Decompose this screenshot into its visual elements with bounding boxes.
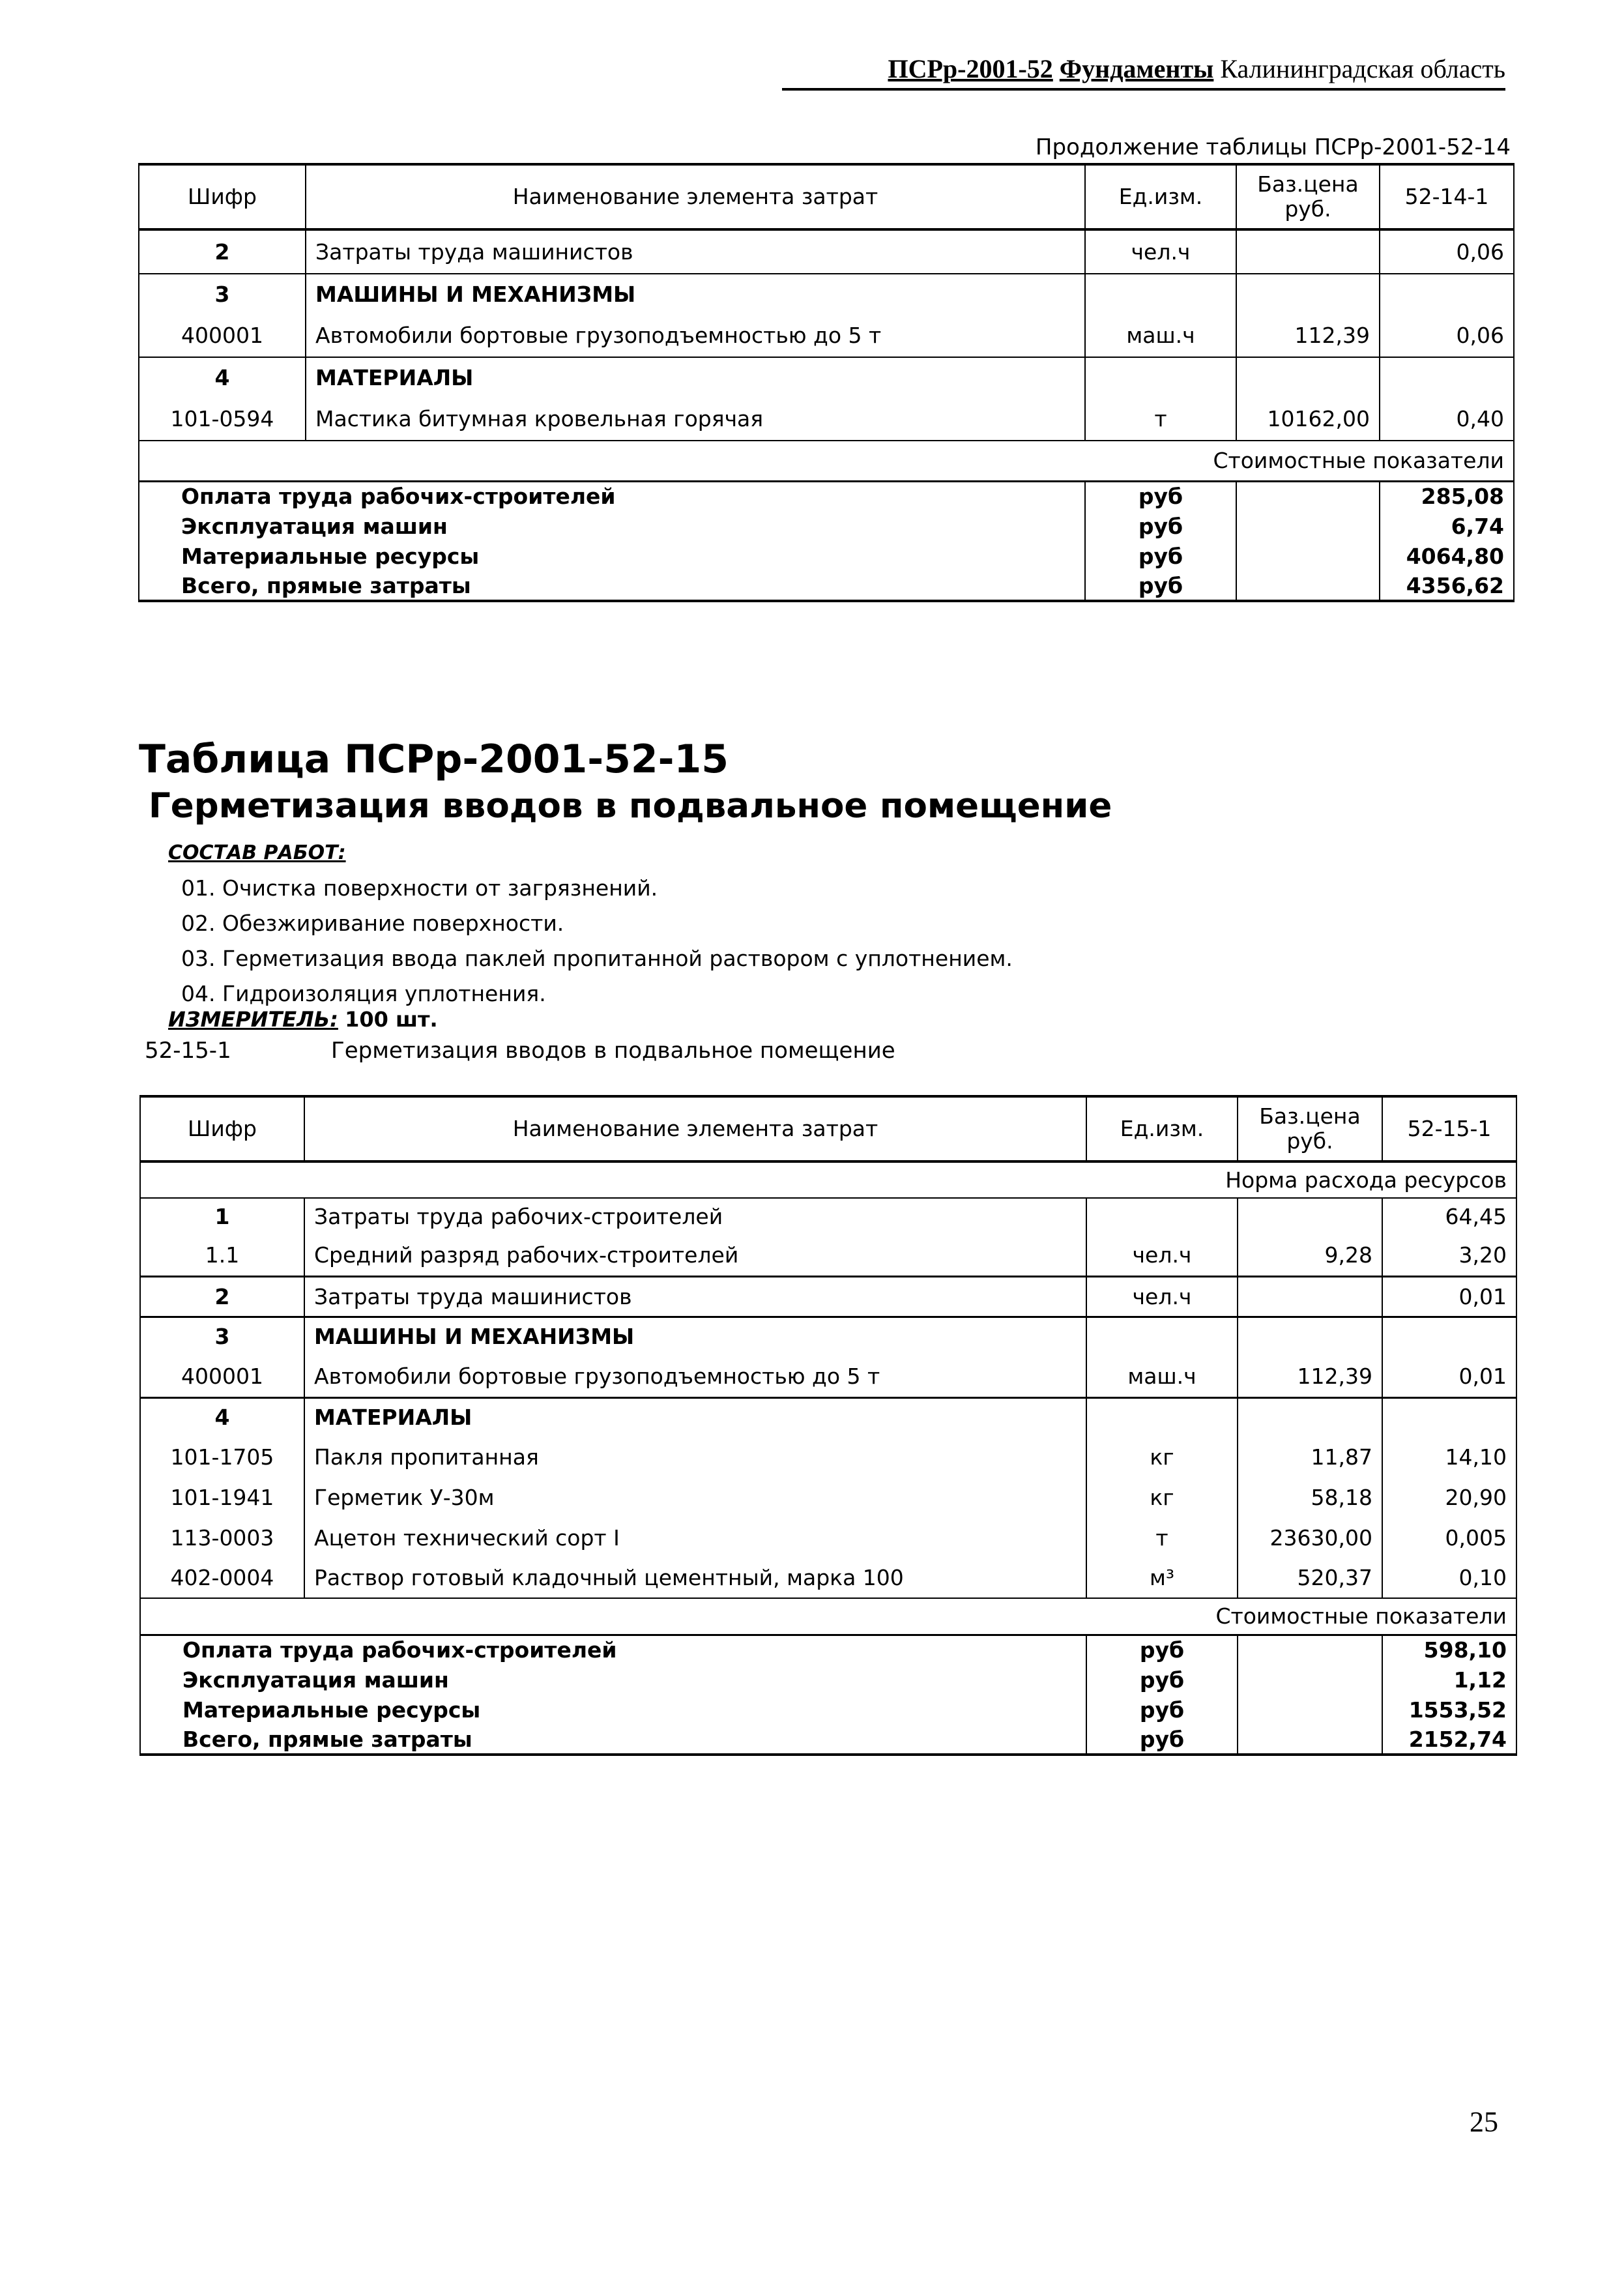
cell-code: 3 [139, 274, 306, 314]
cell-unit: чел.ч [1086, 1234, 1238, 1276]
cell-price [1238, 1276, 1382, 1317]
table-15-subtitle: Герметизация вводов в подвальное помещение [149, 786, 1112, 826]
cell-unit [1086, 1198, 1238, 1234]
cost-price-empty [1238, 1725, 1382, 1755]
cell-price: 58,18 [1238, 1477, 1382, 1517]
cost-caption: Стоимостные показатели [140, 1598, 1516, 1635]
table-15 [139, 1095, 1517, 1756]
rate-code: 52-15-1 [145, 1038, 231, 1064]
cell-price: 9,28 [1238, 1234, 1382, 1276]
table-row [140, 1356, 1516, 1397]
cost-price-empty [1236, 571, 1380, 601]
cell-code: 1 [140, 1198, 304, 1234]
norm-caption: Норма расхода ресурсов [140, 1161, 1516, 1198]
cost-row [140, 1725, 1516, 1755]
cell-value: 0,01 [1382, 1356, 1516, 1397]
cell-price [1236, 229, 1380, 274]
meter-line [168, 1007, 438, 1032]
cost-price-empty [1238, 1635, 1382, 1665]
table-row [140, 1517, 1516, 1558]
cost-price-empty [1236, 541, 1380, 571]
cell-unit [1085, 357, 1236, 398]
col-code-header: Шифр [140, 1096, 304, 1161]
cell-value [1380, 274, 1514, 314]
page-header [782, 53, 1505, 91]
cost-value: 6,74 [1380, 511, 1514, 541]
cell-name: Автомобили бортовые грузоподъемностью до 5 т [306, 314, 1085, 357]
cell-value: 64,45 [1382, 1198, 1516, 1234]
cost-label: Оплата труда рабочих-строителей [139, 481, 1085, 511]
cell-code: 1.1 [140, 1234, 304, 1276]
cell-name: Затраты труда рабочих-строителей [304, 1198, 1086, 1234]
cell-price: 112,39 [1236, 314, 1380, 357]
table-row [139, 357, 1514, 398]
cost-row [140, 1695, 1516, 1725]
cell-name: Герметик У-30м [304, 1477, 1086, 1517]
cost-value: 1,12 [1382, 1665, 1516, 1695]
cost-unit: руб [1086, 1725, 1238, 1755]
table-row [139, 229, 1514, 274]
cost-unit: руб [1085, 481, 1236, 511]
cell-value [1382, 1317, 1516, 1356]
cost-value: 4064,80 [1380, 541, 1514, 571]
cell-name: МАШИНЫ И МЕХАНИЗМЫ [304, 1317, 1086, 1356]
cell-value [1380, 357, 1514, 398]
cell-price: 11,87 [1238, 1437, 1382, 1477]
cell-unit: т [1086, 1517, 1238, 1558]
cell-unit [1086, 1317, 1238, 1356]
cost-row [139, 571, 1514, 601]
cell-value: 0,40 [1380, 398, 1514, 441]
cost-label: Материальные ресурсы [139, 541, 1085, 571]
cell-code: 101-1941 [140, 1477, 304, 1517]
cell-price [1236, 274, 1380, 314]
cost-value: 285,08 [1380, 481, 1514, 511]
table-header-row [140, 1096, 1516, 1161]
cost-row [140, 1635, 1516, 1665]
cell-name: Раствор готовый кладочный цементный, марка 100 [304, 1558, 1086, 1598]
list-item: 04. Гидроизоляция уплотнения. [181, 981, 546, 1006]
list-item: 02. Обезжиривание поверхности. [181, 911, 564, 936]
cell-value: 20,90 [1382, 1477, 1516, 1517]
cost-price-empty [1236, 481, 1380, 511]
cell-price [1238, 1397, 1382, 1437]
page-number: 25 [1470, 2106, 1498, 2138]
table-15-title: Таблица ПСРр-2001-52-15 [139, 737, 729, 782]
list-item: 01. Очистка поверхности от загрязнений. [181, 875, 658, 901]
cost-unit: руб [1086, 1665, 1238, 1695]
cell-value: 3,20 [1382, 1234, 1516, 1276]
cell-unit: маш.ч [1086, 1356, 1238, 1397]
works-label: СОСТАВ РАБОТ: [168, 841, 346, 864]
cost-unit: руб [1086, 1695, 1238, 1725]
cost-label: Всего, прямые затраты [140, 1725, 1086, 1755]
col-unit-header: Ед.изм. [1085, 164, 1236, 229]
cell-name: МАШИНЫ И МЕХАНИЗМЫ [306, 274, 1085, 314]
cost-caption: Стоимостные показатели [139, 441, 1514, 481]
cell-unit [1085, 274, 1236, 314]
cost-unit: руб [1086, 1635, 1238, 1665]
col-code-header: Шифр [139, 164, 306, 229]
cell-value: 14,10 [1382, 1437, 1516, 1477]
table-header-row [139, 164, 1514, 229]
cell-price [1236, 357, 1380, 398]
cell-code: 400001 [140, 1356, 304, 1397]
cell-price [1238, 1198, 1382, 1234]
cost-row [139, 481, 1514, 511]
cell-value [1382, 1397, 1516, 1437]
meter-label: ИЗМЕРИТЕЛЬ: [168, 1007, 338, 1032]
cost-label: Эксплуатация машин [140, 1665, 1086, 1695]
cell-unit: чел.ч [1086, 1276, 1238, 1317]
cell-code: 101-0594 [139, 398, 306, 441]
norm-caption-row [140, 1161, 1516, 1198]
cost-price-empty [1238, 1665, 1382, 1695]
cell-code: 400001 [139, 314, 306, 357]
cell-name: Затраты труда машинистов [306, 229, 1085, 274]
cell-code: 101-1705 [140, 1437, 304, 1477]
col-name-header: Наименование элемента затрат [306, 164, 1085, 229]
cell-unit: чел.ч [1085, 229, 1236, 274]
cell-name: Затраты труда машинистов [304, 1276, 1086, 1317]
cell-unit: кг [1086, 1437, 1238, 1477]
cell-unit [1086, 1397, 1238, 1437]
cost-value: 598,10 [1382, 1635, 1516, 1665]
cell-price: 10162,00 [1236, 398, 1380, 441]
col-unit-header: Ед.изм. [1086, 1096, 1238, 1161]
col-rate-header: 52-14-1 [1380, 164, 1514, 229]
cell-name: Ацетон технический сорт I [304, 1517, 1086, 1558]
col-price-header: Баз.цена руб. [1238, 1096, 1382, 1161]
table-row [140, 1276, 1516, 1317]
cost-label: Эксплуатация машин [139, 511, 1085, 541]
cell-name: Автомобили бортовые грузоподъемностью до 5 т [304, 1356, 1086, 1397]
header-title: Фундаменты [1059, 54, 1214, 83]
cost-label: Материальные ресурсы [140, 1695, 1086, 1725]
table-row [140, 1477, 1516, 1517]
table-row [140, 1317, 1516, 1356]
cell-code: 2 [139, 229, 306, 274]
meter-value: 100 шт. [345, 1007, 438, 1032]
cell-name: МАТЕРИАЛЫ [306, 357, 1085, 398]
cell-price: 520,37 [1238, 1558, 1382, 1598]
cell-value: 0,005 [1382, 1517, 1516, 1558]
cell-unit: маш.ч [1085, 314, 1236, 357]
works-list [181, 871, 1013, 1012]
cell-code: 113-0003 [140, 1517, 304, 1558]
col-name-header: Наименование элемента затрат [304, 1096, 1086, 1161]
cost-price-empty [1238, 1695, 1382, 1725]
cell-name: МАТЕРИАЛЫ [304, 1397, 1086, 1437]
table-row [140, 1198, 1516, 1234]
cell-unit: т [1085, 398, 1236, 441]
cell-name: Средний разряд рабочих-строителей [304, 1234, 1086, 1276]
header-code: ПСРр-2001-52 [888, 54, 1053, 83]
list-item: 03. Герметизация ввода паклей пропитанной раствором с уплотнением. [181, 946, 1013, 971]
cost-row [139, 541, 1514, 571]
table-14 [138, 163, 1515, 602]
cost-label: Оплата труда рабочих-строителей [140, 1635, 1086, 1665]
table-row [140, 1234, 1516, 1276]
cell-value: 0,10 [1382, 1558, 1516, 1598]
cell-code: 3 [140, 1317, 304, 1356]
cell-name: Мастика битумная кровельная горячая [306, 398, 1085, 441]
cost-unit: руб [1085, 541, 1236, 571]
cell-price [1238, 1317, 1382, 1356]
cell-price: 23630,00 [1238, 1517, 1382, 1558]
cost-row [140, 1665, 1516, 1695]
col-price-header: Баз.цена руб. [1236, 164, 1380, 229]
cost-label: Всего, прямые затраты [139, 571, 1085, 601]
cell-code: 2 [140, 1276, 304, 1317]
cell-unit: кг [1086, 1477, 1238, 1517]
cell-price: 112,39 [1238, 1356, 1382, 1397]
cost-caption-row [139, 441, 1514, 481]
cost-value: 2152,74 [1382, 1725, 1516, 1755]
table-row [140, 1558, 1516, 1598]
cost-price-empty [1236, 511, 1380, 541]
cost-value: 4356,62 [1380, 571, 1514, 601]
table-row [139, 274, 1514, 314]
cell-name: Пакля пропитанная [304, 1437, 1086, 1477]
table-row [139, 314, 1514, 357]
cell-value: 0,01 [1382, 1276, 1516, 1317]
col-rate-header: 52-15-1 [1382, 1096, 1516, 1161]
cell-code: 402-0004 [140, 1558, 304, 1598]
continuation-caption: Продолжение таблицы ПСРр-2001-52-14 [1035, 134, 1511, 160]
cost-row [139, 511, 1514, 541]
cell-code: 4 [140, 1397, 304, 1437]
cost-caption-row [140, 1598, 1516, 1635]
rate-name: Герметизация вводов в подвальное помещение [331, 1038, 895, 1064]
cost-unit: руб [1085, 571, 1236, 601]
cost-unit: руб [1085, 511, 1236, 541]
header-region: Калининградская область [1220, 54, 1505, 83]
cell-value: 0,06 [1380, 229, 1514, 274]
table-row [140, 1437, 1516, 1477]
cost-value: 1553,52 [1382, 1695, 1516, 1725]
table-row [140, 1397, 1516, 1437]
cell-value: 0,06 [1380, 314, 1514, 357]
cell-code: 4 [139, 357, 306, 398]
cell-unit: м³ [1086, 1558, 1238, 1598]
table-row [139, 398, 1514, 441]
